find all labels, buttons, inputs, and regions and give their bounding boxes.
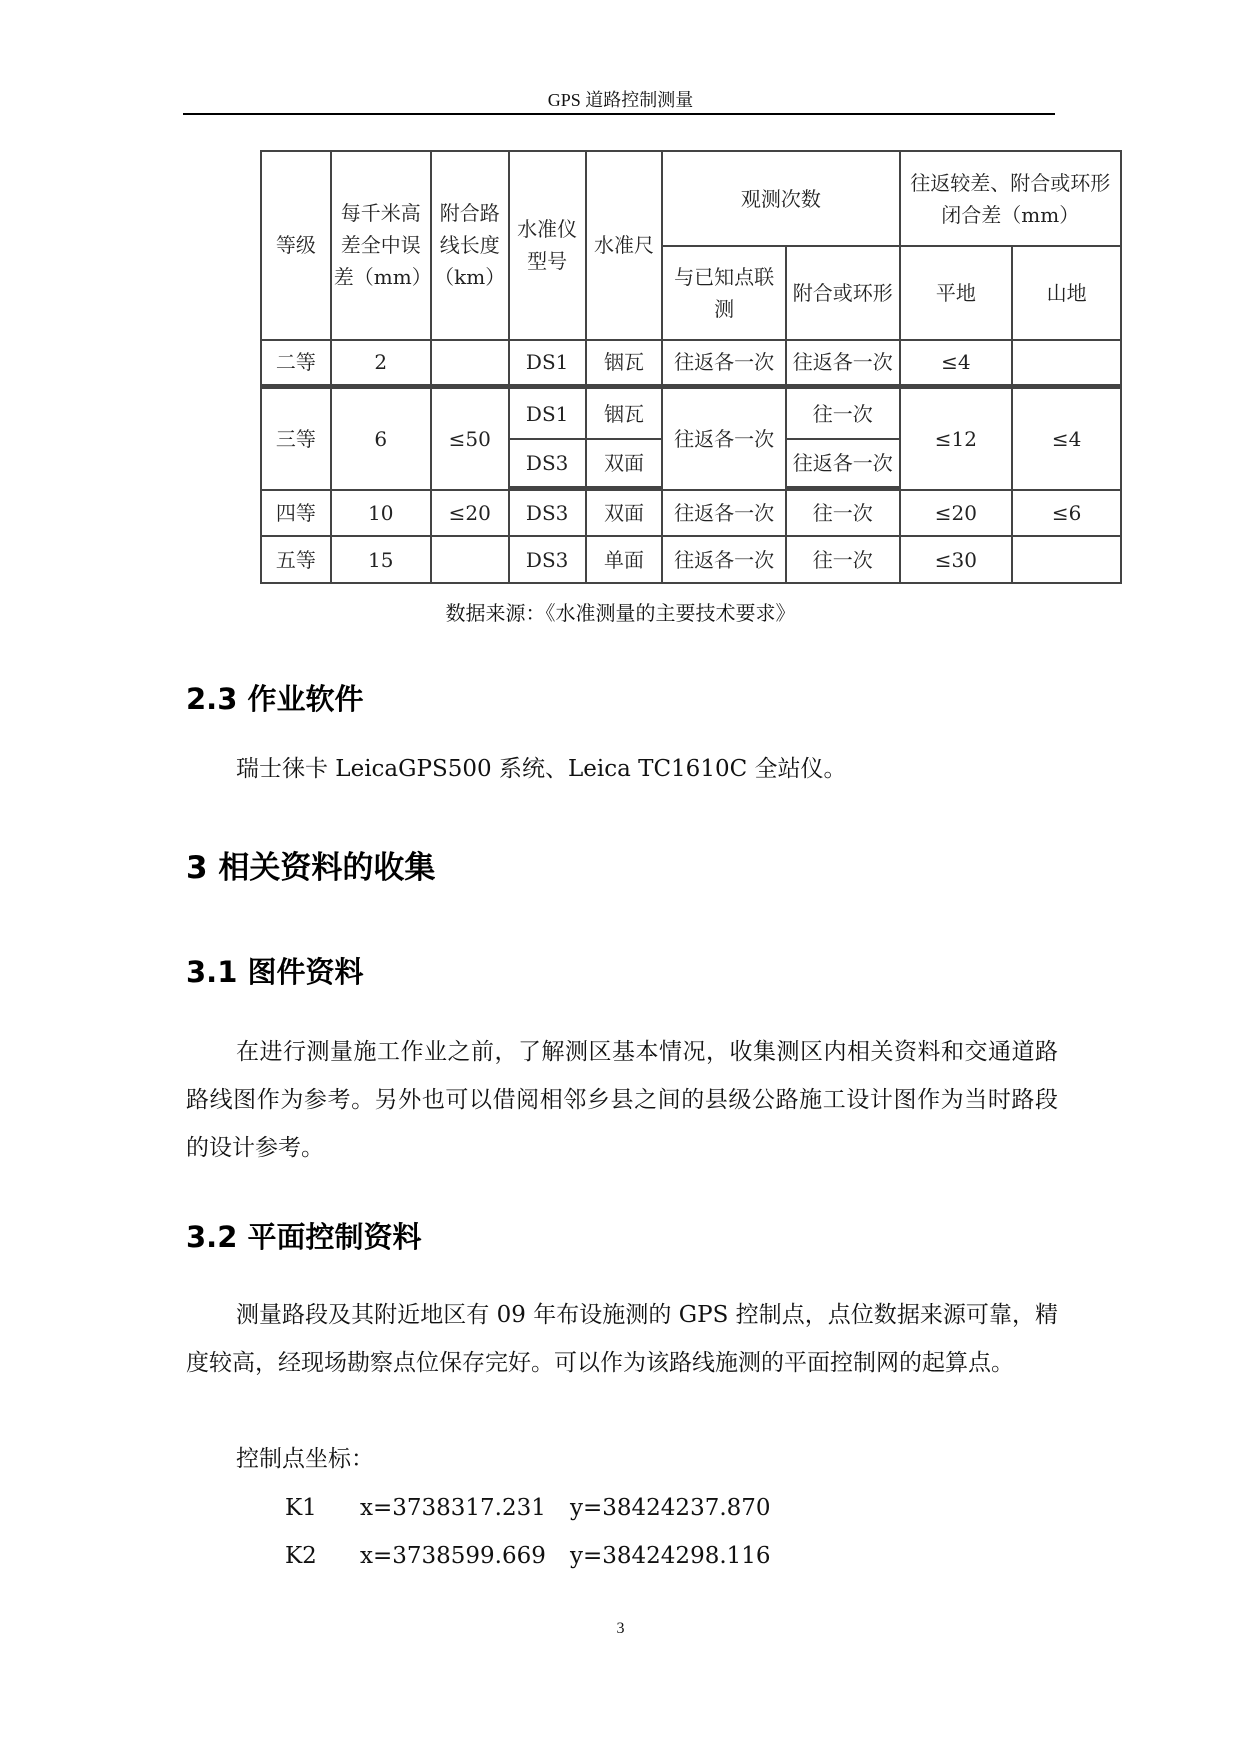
control-point-x: x=3738317.231 <box>360 1495 546 1521</box>
header-level-model: 水准仪型号 <box>510 152 587 341</box>
header-staff: 水准尺 <box>587 152 664 341</box>
cell-error: 6 <box>332 389 432 490</box>
cell-grade: 五等 <box>262 537 332 584</box>
page-number: 3 <box>616 1620 625 1637</box>
cell-flat: ≤12 <box>901 389 1014 490</box>
cell-loop: 往返各一次 <box>787 341 901 390</box>
leveling-spec-table <box>260 150 1122 584</box>
cell-error: 2 <box>332 341 432 390</box>
section-3-1-body: 在进行测量施工作业之前，了解测区基本情况，收集测区内相关资料和交通道路路线图作为参考。另外也可以借阅相邻乡县之间的县级公路施工设计图作为当时路段的设计参考。 <box>186 1039 1058 1161</box>
header-obs-loop: 附合或环形 <box>787 247 901 340</box>
table-caption: 数据来源：《水准测量的主要技术要求》 <box>445 601 796 625</box>
cell-mountain <box>1013 537 1122 584</box>
control-point-name: K1 <box>285 1495 317 1521</box>
cell-known: 往返各一次 <box>663 537 787 584</box>
cell-known: 往返各一次 <box>663 389 787 490</box>
cell-model: DS3 <box>510 491 587 538</box>
cell-error: 10 <box>332 491 432 538</box>
cell-known: 往返各一次 <box>663 491 787 538</box>
cell-loop: 往一次 <box>787 389 901 440</box>
cell-mountain <box>1013 341 1122 390</box>
section-2-3-body: 瑞士徕卡 LeicaGPS500 系统、Leica TC1610C 全站仪。 <box>236 756 847 782</box>
cell-flat: ≤4 <box>901 341 1014 390</box>
header-grade: 等级 <box>262 152 332 341</box>
header-obs-known: 与已知点联测 <box>663 247 787 340</box>
cell-known: 往返各一次 <box>663 341 787 390</box>
running-header: GPS 道路控制测量 <box>547 90 694 110</box>
control-point-name: K2 <box>285 1543 317 1569</box>
cell-model: DS1 <box>510 341 587 390</box>
cell-model: DS3 <box>510 537 587 584</box>
cell-staff: 铟瓦 <box>587 341 664 390</box>
cell-staff: 双面 <box>587 440 664 491</box>
header-rule <box>183 113 1055 115</box>
table-row <box>262 341 1122 390</box>
table-row <box>262 537 1122 584</box>
cell-staff: 铟瓦 <box>587 389 664 440</box>
cell-mountain: ≤6 <box>1013 491 1122 538</box>
cell-loop: 往返各一次 <box>787 440 901 491</box>
control-point-y: y=38424237.870 <box>570 1495 771 1521</box>
control-point-x: x=3738599.669 <box>360 1543 546 1569</box>
section-title-3: 3 相关资料的收集 <box>186 850 436 886</box>
header-route-length: 附合路线长度（km） <box>432 152 510 341</box>
cell-staff: 双面 <box>587 491 664 538</box>
header-mountain: 山地 <box>1013 247 1122 340</box>
cell-model: DS3 <box>510 440 587 491</box>
header-closure: 往返较差、附合或环形闭合差（mm） <box>901 152 1122 247</box>
cell-length <box>432 537 510 584</box>
section-3-2-body: 测量路段及其附近地区有 09 年布设施测的 GPS 控制点，点位数据来源可靠，精度较高，经现场勘察点位保存完好。可以作为该路线施测的平面控制网的起算点。 <box>186 1302 1058 1376</box>
cell-grade: 四等 <box>262 491 332 538</box>
cell-grade: 三等 <box>262 389 332 490</box>
coords-label: 控制点坐标： <box>236 1446 374 1472</box>
table-row <box>262 389 1122 440</box>
section-title-3-2: 3.2 平面控制资料 <box>186 1220 422 1254</box>
cell-mountain: ≤4 <box>1013 389 1122 490</box>
cell-loop: 往一次 <box>787 537 901 584</box>
header-obs-count: 观测次数 <box>663 152 900 247</box>
cell-length: ≤50 <box>432 389 510 490</box>
cell-model: DS1 <box>510 389 587 440</box>
cell-staff: 单面 <box>587 537 664 584</box>
header-error-per-km: 每千米高差全中误差（mm） <box>332 152 432 341</box>
cell-grade: 二等 <box>262 341 332 390</box>
cell-length <box>432 341 510 390</box>
cell-flat: ≤30 <box>901 537 1014 584</box>
control-point-y: y=38424298.116 <box>570 1543 771 1569</box>
header-flat: 平地 <box>901 247 1014 340</box>
section-title-3-1: 3.1 图件资料 <box>186 955 364 989</box>
cell-error: 15 <box>332 537 432 584</box>
table-row <box>262 491 1122 538</box>
cell-length: ≤20 <box>432 491 510 538</box>
cell-flat: ≤20 <box>901 491 1014 538</box>
cell-loop: 往一次 <box>787 491 901 538</box>
section-title-2-3: 2.3 作业软件 <box>186 682 364 716</box>
